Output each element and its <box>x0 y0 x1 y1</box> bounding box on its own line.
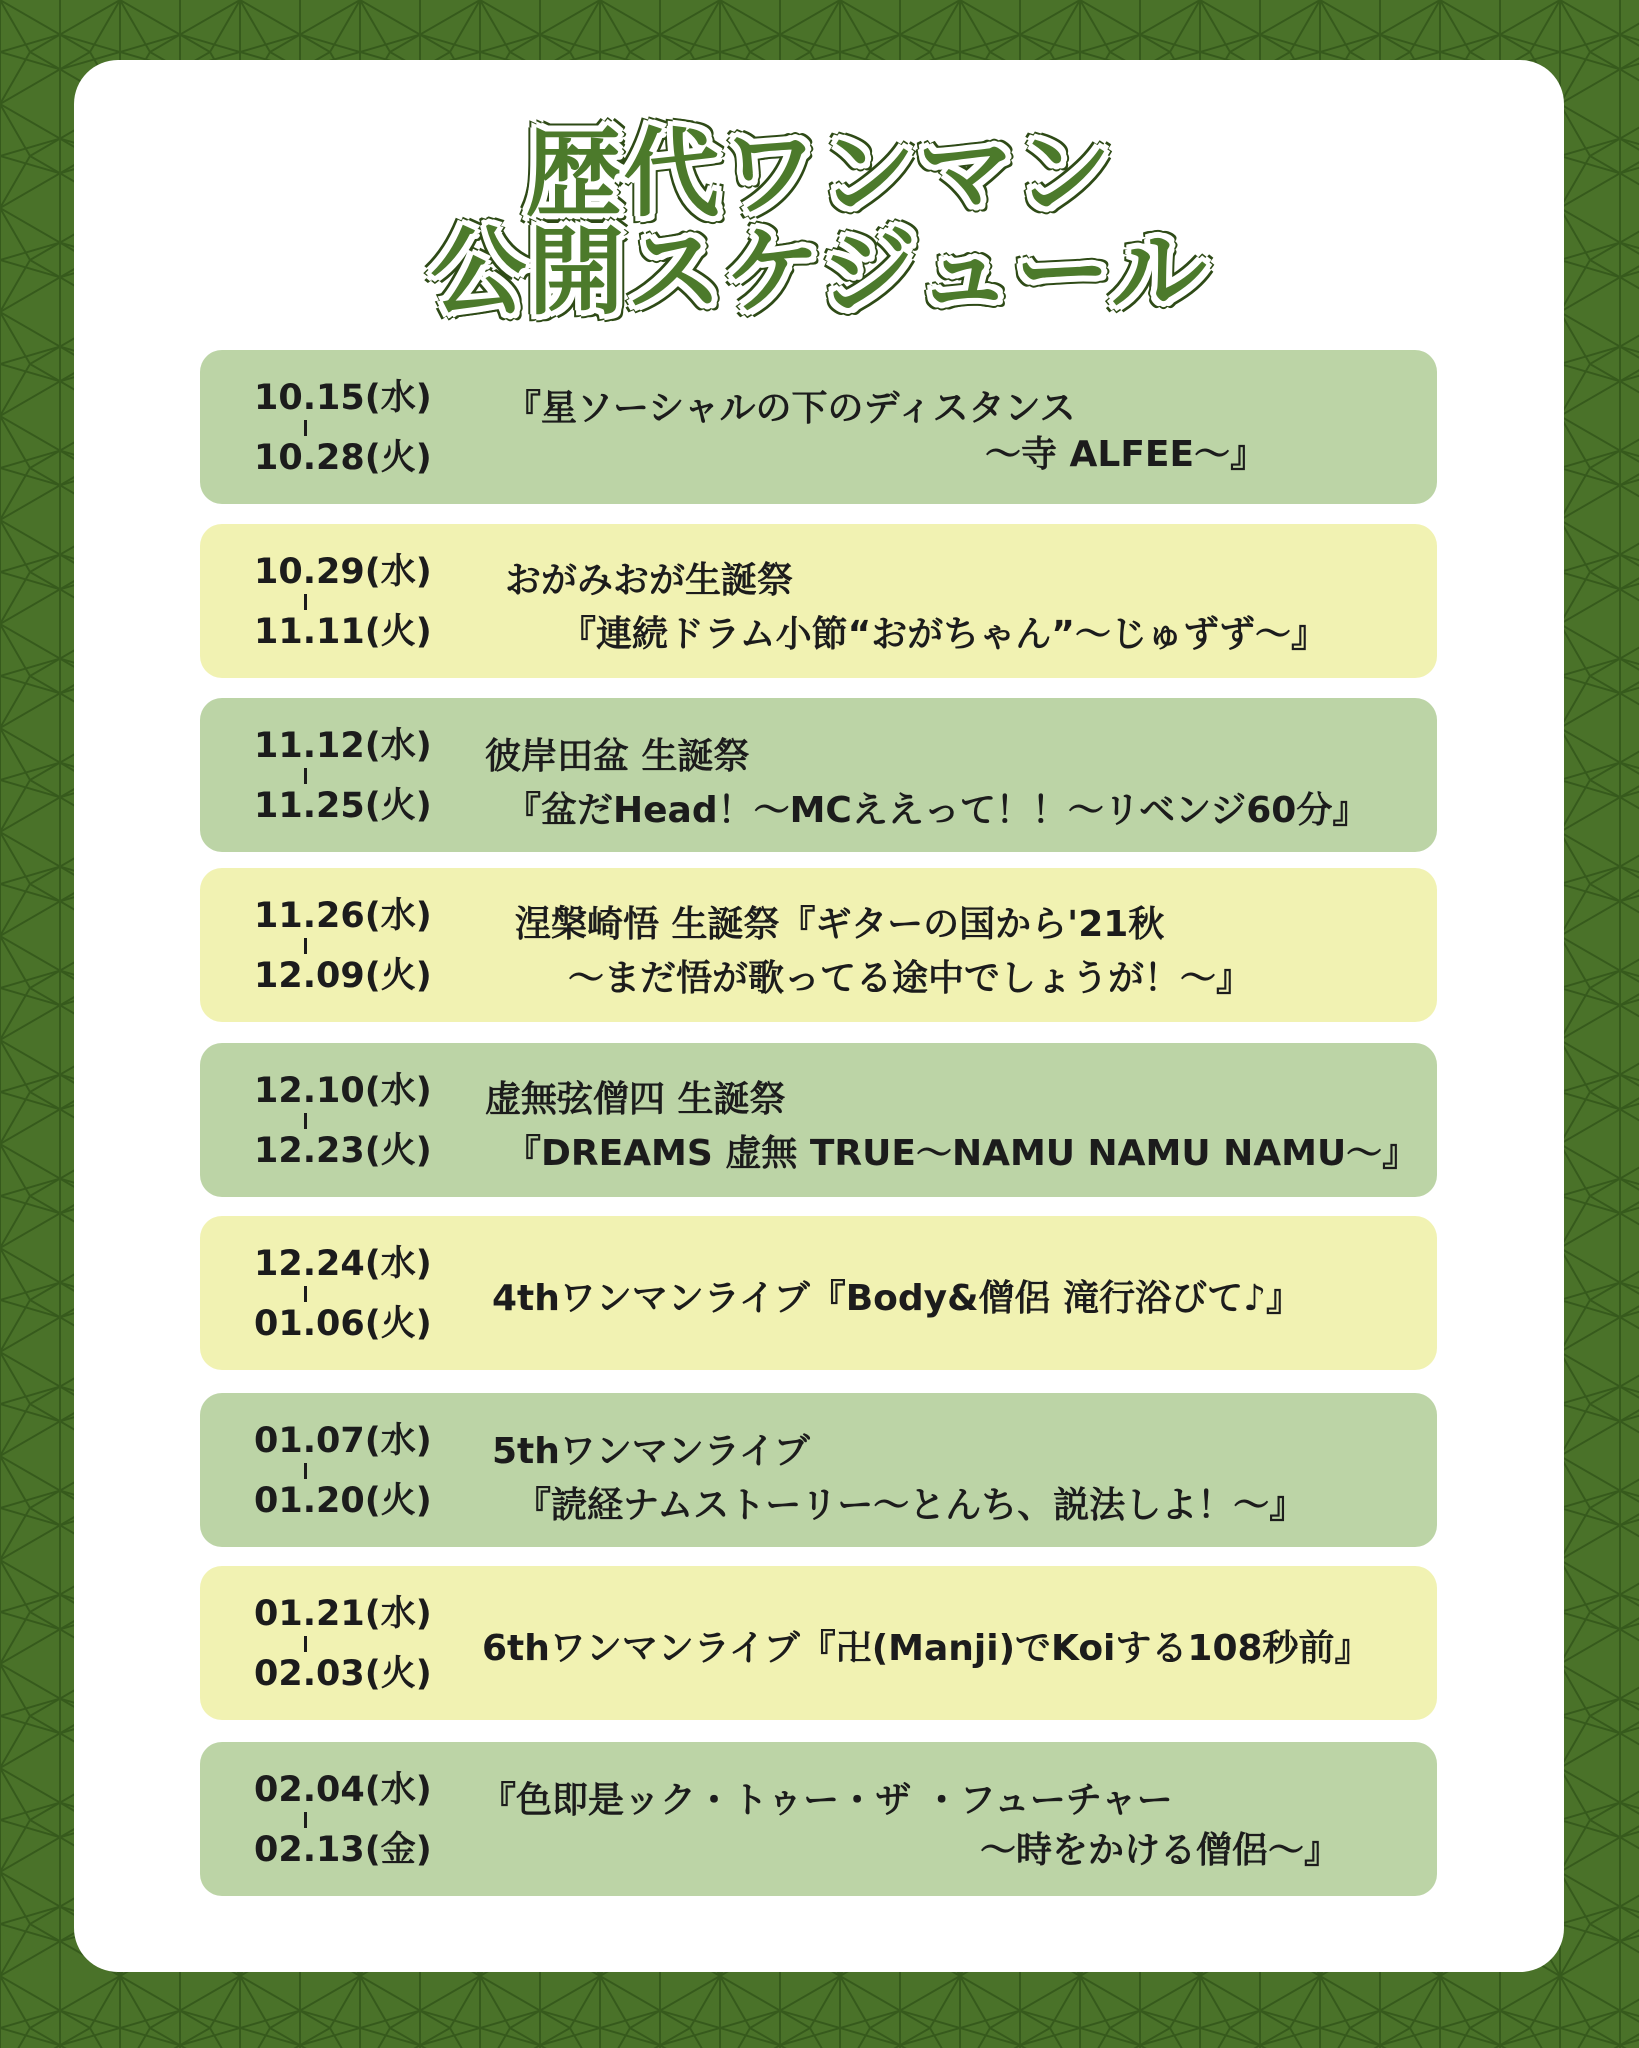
schedule-row <box>200 1393 1437 1547</box>
end-date: 12.09(火) <box>254 956 432 996</box>
start-date: 11.12(水) <box>254 726 432 766</box>
schedule-row <box>200 1043 1437 1197</box>
end-date: 01.20(火) <box>254 1481 432 1521</box>
schedule-row <box>200 524 1437 678</box>
start-date: 11.26(水) <box>254 896 432 936</box>
end-date: 11.25(火) <box>254 786 432 826</box>
event-title-line-1: 涅槃崎悟 生誕祭『ギターの国から'21秋 <box>515 904 1165 945</box>
event-title: 6thワンマンライブ『卍(Manji)でKoiする108秒前』 <box>482 1628 1371 1669</box>
event-title-line-1: おがみおが生誕祭 <box>505 560 794 601</box>
schedule-row <box>200 1742 1437 1896</box>
event-title-line-2: 『盆だHead！～MCええって！！～リベンジ60分』 <box>505 790 1369 831</box>
event-title-line-1: 『星ソーシャルの下のディスタンス <box>505 388 1076 429</box>
schedule-row <box>200 868 1437 1022</box>
schedule-row <box>200 350 1437 504</box>
event-title-line-2: ～まだ悟が歌ってる途中でしょうが！～』 <box>568 958 1253 999</box>
start-date: 02.04(水) <box>254 1770 432 1810</box>
event-title-line-1: 虚無弦僧四 生誕祭 <box>485 1079 786 1120</box>
event-title-line-2: 『DREAMS 虚無 TRUE～NAMU NAMU NAMU～』 <box>505 1133 1419 1174</box>
start-date: 12.10(水) <box>254 1071 432 1111</box>
start-date: 10.15(水) <box>254 378 432 418</box>
event-title: 4thワンマンライブ『Body&僧侶 滝行浴びて♪』 <box>492 1278 1303 1319</box>
event-title-line-1: 彼岸田盆 生誕祭 <box>485 736 750 777</box>
end-date: 10.28(火) <box>254 438 432 478</box>
schedule-row <box>200 1216 1437 1370</box>
event-title-line-2: 『連続ドラム小節“おがちゃん”～じゅずず～』 <box>560 614 1327 655</box>
event-title-line-2: ～時をかける僧侶～』 <box>980 1830 1341 1871</box>
start-date: 10.29(水) <box>254 552 432 592</box>
event-title-line-2: ～寺 ALFEE～』 <box>985 434 1267 475</box>
start-date: 12.24(水) <box>254 1244 432 1284</box>
page-title-line-1: 歴代ワンマン <box>525 118 1114 230</box>
start-date: 01.21(水) <box>254 1594 432 1634</box>
end-date: 02.13(金) <box>254 1830 432 1870</box>
end-date: 12.23(火) <box>254 1131 432 1171</box>
schedule-row <box>200 1566 1437 1720</box>
event-title-line-1: 『色即是ック・トゥー・ザ ・フューチャー <box>480 1780 1173 1821</box>
event-title-line-2: 『読経ナムストーリー～とんち、説法しよ！～』 <box>515 1485 1306 1526</box>
end-date: 01.06(火) <box>254 1304 432 1344</box>
end-date: 11.11(火) <box>254 612 432 652</box>
page-title-line-2: 公開スケジュール <box>430 216 1209 328</box>
end-date: 02.03(火) <box>254 1654 432 1694</box>
event-title-line-1: 5thワンマンライブ <box>492 1431 810 1472</box>
start-date: 01.07(水) <box>254 1421 432 1461</box>
schedule-row <box>200 698 1437 852</box>
